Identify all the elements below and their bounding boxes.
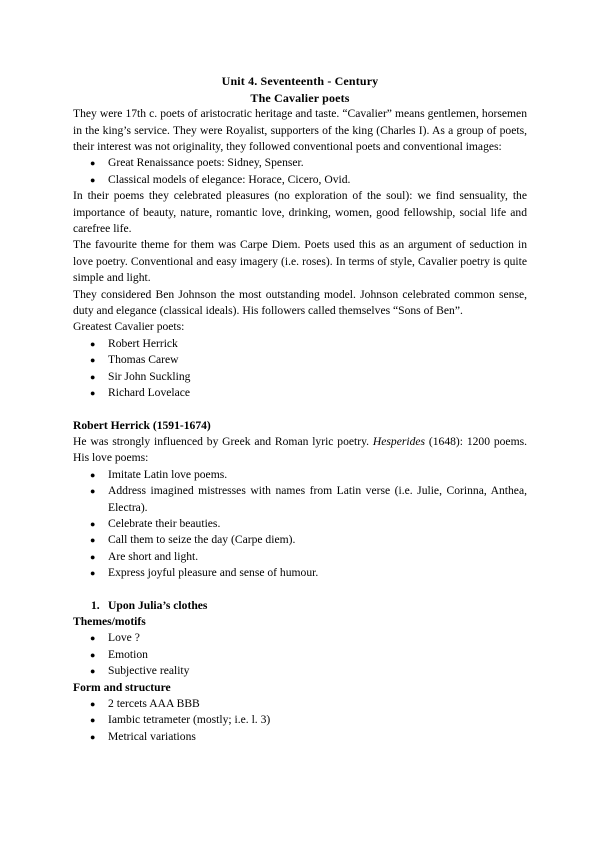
spacer bbox=[73, 402, 527, 418]
pleasures-paragraph: In their poems they celebrated pleasures (no exploration of the soul): we find sensuality, the importance of beauty, nature, romantic love, drinking, women, good fellowship, social life and carefree life. bbox=[73, 189, 527, 236]
herrick-heading: Robert Herrick (1591-1674) bbox=[73, 418, 211, 432]
list-item: ● Great Renaissance poets: Sidney, Spenser. bbox=[89, 155, 527, 171]
list-item: ● Emotion bbox=[89, 647, 527, 663]
list-item: ● Metrical variations bbox=[89, 729, 527, 745]
bullet-icon: ● bbox=[90, 666, 96, 677]
themes-list bbox=[73, 630, 527, 679]
bullet-icon: ● bbox=[90, 486, 96, 497]
bullet-icon: ● bbox=[90, 568, 96, 579]
list-item: ● Thomas Carew bbox=[89, 352, 527, 368]
list-item: ● 2 tercets AAA BBB bbox=[89, 696, 527, 712]
bullet-icon: ● bbox=[90, 355, 96, 366]
spacer bbox=[73, 582, 527, 598]
list-item: ● Subjective reality bbox=[89, 663, 527, 679]
bullet-icon: ● bbox=[90, 518, 96, 529]
models-list bbox=[73, 155, 527, 188]
bullet-icon: ● bbox=[90, 388, 96, 399]
bullet-icon: ● bbox=[90, 649, 96, 660]
poets-list bbox=[73, 336, 527, 402]
list-item: ● Call them to seize the day (Carpe diem). bbox=[89, 532, 527, 548]
form-heading: Form and structure bbox=[73, 680, 171, 694]
poem-title: 1. Upon Julia’s clothes bbox=[91, 598, 208, 612]
bullet-icon: ● bbox=[90, 633, 96, 644]
bullet-icon: ● bbox=[90, 371, 96, 382]
page-title: Unit 4. Seventeenth - Century bbox=[221, 74, 379, 88]
bullet-icon: ● bbox=[90, 551, 96, 562]
page-subtitle: The Cavalier poets bbox=[250, 90, 350, 105]
intro-paragraph: They were 17th c. poets of aristocratic heritage and taste. “Cavalier” means gentlemen, horsemen in the king’s service. They were Royalist, supporters of the king (Charles I). As a group of poets, their interest was not originality, they followed conventional poets and conventional images: bbox=[73, 107, 527, 153]
list-item: ● Love ? bbox=[89, 630, 527, 646]
bullet-icon: ● bbox=[90, 715, 96, 726]
poets-label: Greatest Cavalier poets: bbox=[73, 320, 185, 334]
list-item: ● Address imagined mistresses with names from Latin verse (i.e. Julie, Corinna, Anthea, Electra). bbox=[90, 484, 527, 514]
poem-list bbox=[73, 598, 527, 614]
list-item: ● Classical models of elegance: Horace, Cicero, Ovid. bbox=[89, 172, 527, 188]
list-item: ● Express joyful pleasure and sense of humour. bbox=[89, 565, 527, 581]
bullet-icon: ● bbox=[90, 158, 96, 169]
list-item: ● Are short and light. bbox=[89, 549, 527, 565]
love-poems-list bbox=[73, 467, 527, 582]
bullet-icon: ● bbox=[90, 535, 96, 546]
themes-heading: Themes/motifs bbox=[73, 614, 146, 628]
list-item: ● Richard Lovelace bbox=[89, 385, 527, 401]
list-item: ● Celebrate their beauties. bbox=[89, 516, 527, 532]
bullet-icon: ● bbox=[90, 699, 96, 709]
document-body bbox=[73, 73, 527, 745]
list-item: ● Iambic tetrameter (mostly; i.e. l. 3) bbox=[89, 712, 527, 728]
list-item: ● Sir John Suckling bbox=[89, 369, 527, 385]
list-item: ● Imitate Latin love poems. bbox=[89, 467, 527, 483]
form-list bbox=[73, 696, 527, 745]
bullet-icon: ● bbox=[90, 469, 96, 480]
book-title: Hesperides bbox=[372, 434, 426, 448]
herrick-paragraph: He was strongly influenced by Greek and Roman lyric poetry. Hesperides (1648): 1200 poems. His love poems: bbox=[73, 434, 528, 465]
ben-johnson-paragraph: They considered Ben Johnson the most outstanding model. Johnson celebrated common sense, duty and elegance (classical ideals). His followers called themselves “Sons of Ben”. bbox=[73, 287, 527, 318]
list-item: ● Robert Herrick bbox=[89, 336, 527, 352]
bullet-icon: ● bbox=[90, 174, 96, 185]
carpe-diem-paragraph: The favourite theme for them was Carpe Diem. Poets used this as an argument of seduction in love poetry. Conventional and easy imagery (i.e. roses). In terms of style, Cavalier poetry is quite simple and light. bbox=[73, 238, 527, 285]
bullet-icon: ● bbox=[90, 338, 96, 349]
bullet-icon: ● bbox=[90, 731, 96, 742]
